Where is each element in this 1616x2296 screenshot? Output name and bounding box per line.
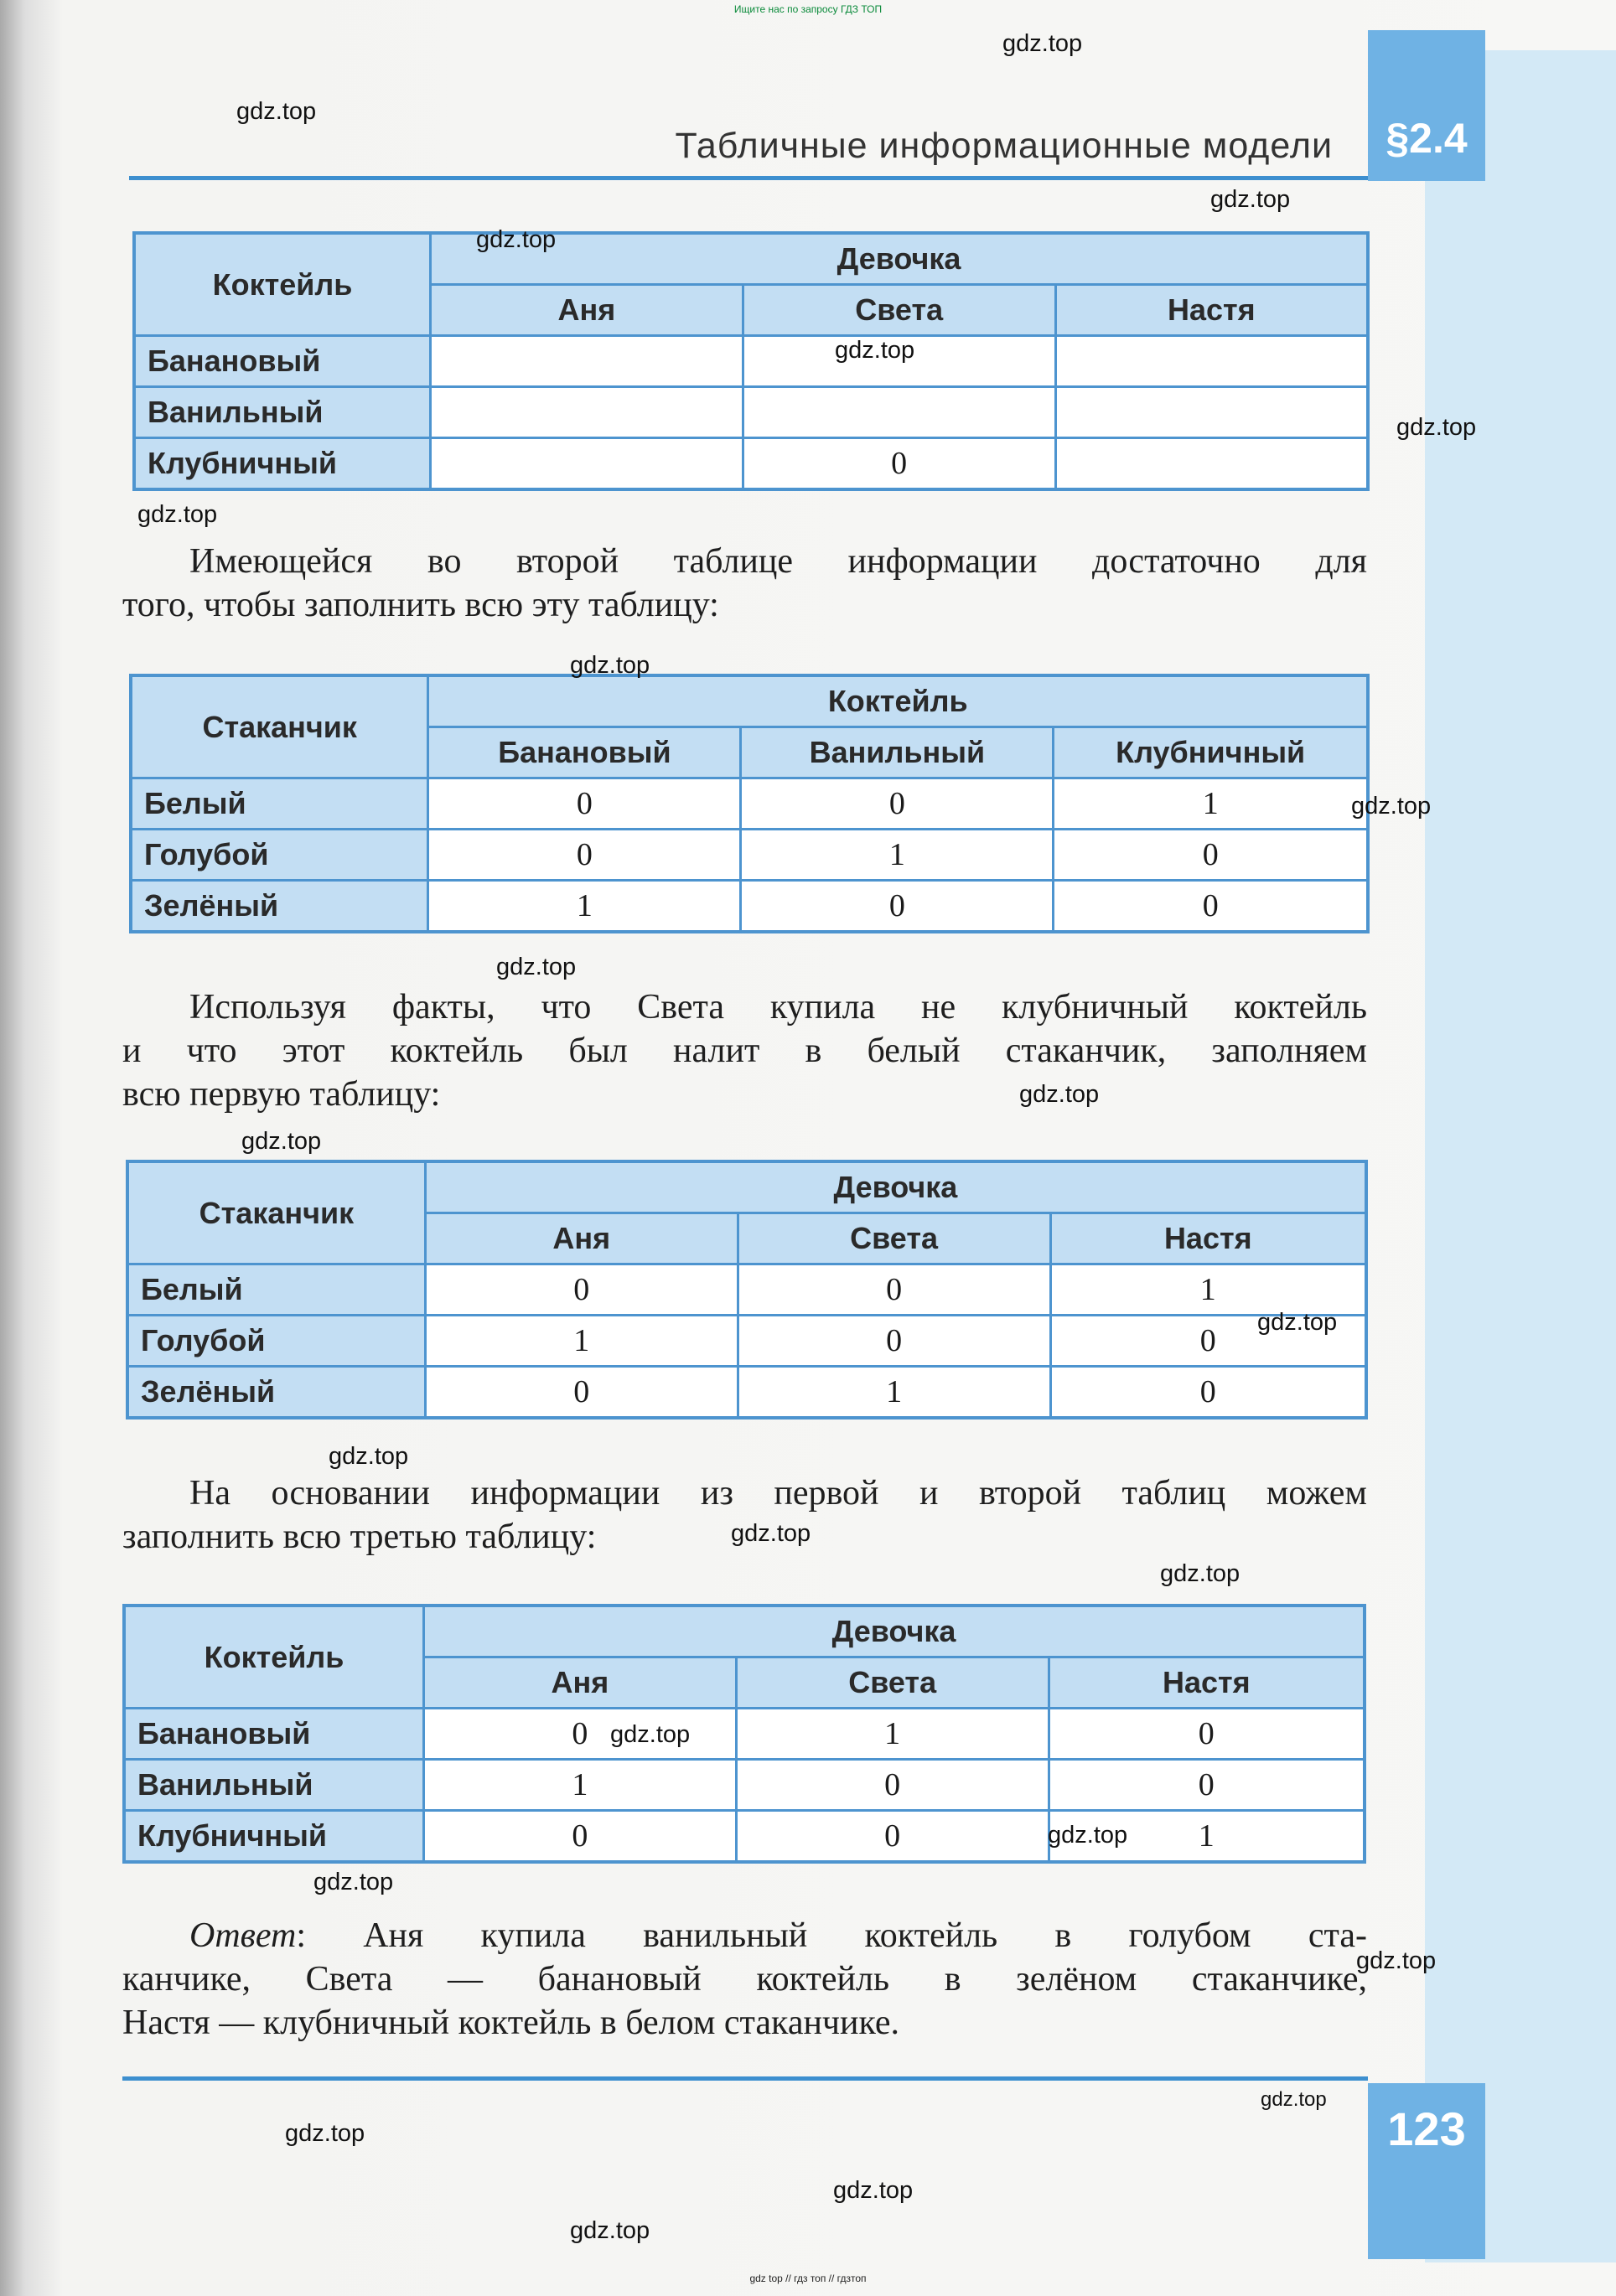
watermark: gdz.top [313, 1869, 394, 1895]
watermark: gdz.top [610, 1721, 691, 1748]
page-number: 123 [1387, 2102, 1466, 2155]
table-cell [431, 387, 743, 438]
watermark: gdz.top [476, 226, 557, 253]
table-cell: 0 [1050, 1367, 1366, 1419]
row-header: Зелёный [131, 881, 428, 933]
table-cell: 0 [1050, 1316, 1366, 1367]
table-cell [1055, 438, 1368, 490]
table-cell: 0 [738, 1264, 1050, 1316]
table-corner-header: Стаканчик [127, 1161, 425, 1264]
text-line: канчике, Света — банановый коктейль в зелёном стаканчике, [122, 1960, 1367, 1999]
column-header: Аня [425, 1213, 738, 1264]
table-cell: 1 [738, 1367, 1050, 1419]
text-line: На основании информации из первой и второй таблиц можем [189, 1474, 1367, 1513]
watermark: gdz.top [1002, 30, 1083, 57]
table-cell: 0 [741, 778, 1054, 830]
row-header: Банановый [134, 336, 431, 387]
table-cell: 1 [425, 1316, 738, 1367]
bottom-notice: gdz top // гдз топ // гдзтоп [749, 2273, 867, 2284]
column-header: Аня [431, 285, 743, 336]
column-header: Света [743, 285, 1055, 336]
table-cell: 0 [424, 1709, 737, 1760]
text-line [122, 1914, 1367, 1957]
watermark: gdz.top [1261, 2088, 1327, 2111]
row-header: Ванильный [134, 387, 431, 438]
table-group-header: Девочка [424, 1606, 1365, 1657]
answer-text: : Аня купила ванильный коктейль в голубом ста- [296, 1916, 1367, 1955]
table-cell: 1 [424, 1760, 737, 1811]
table-cell [1055, 387, 1368, 438]
table-cell [431, 438, 743, 490]
column-header: Клубничный [1054, 727, 1368, 778]
table-cocktail-girl-final [122, 1604, 1366, 1864]
column-header: Банановый [428, 727, 741, 778]
text-line: Используя факты, что Света купила не клубничный коктейль [189, 988, 1367, 1026]
table-cell: 0 [428, 778, 741, 830]
watermark: gdz.top [1048, 1822, 1128, 1849]
table-cocktail-girl-initial [132, 231, 1370, 491]
answer-label: Ответ [189, 1916, 297, 1955]
watermark: gdz.top [570, 652, 650, 679]
text-line: всю первую таблицу: [122, 1075, 441, 1114]
table-cell [431, 336, 743, 387]
watermark: gdz.top [137, 501, 218, 528]
watermark: gdz.top [835, 337, 915, 364]
row-header: Клубничный [124, 1811, 424, 1863]
column-header: Настя [1055, 285, 1368, 336]
watermark: gdz.top [1019, 1081, 1100, 1108]
row-header: Зелёный [127, 1367, 425, 1419]
section-number: §2.4 [1386, 115, 1468, 162]
table-cell: 0 [1049, 1760, 1365, 1811]
watermark: gdz.top [329, 1443, 409, 1470]
table-cup-cocktail [129, 674, 1370, 933]
watermark: gdz.top [1210, 186, 1291, 213]
paragraph-1 [122, 540, 1367, 627]
watermark: gdz.top [1356, 1947, 1437, 1974]
watermark: gdz.top [570, 2217, 650, 2244]
table-cell: 0 [428, 830, 741, 881]
watermark: gdz.top [236, 98, 317, 125]
table-cell: 1 [741, 830, 1054, 881]
watermark: gdz.top [241, 1128, 322, 1155]
table-cell [743, 387, 1055, 438]
watermark: gdz.top [731, 1520, 811, 1547]
table-cell: 0 [1054, 881, 1368, 933]
table-cell: 1 [1054, 778, 1368, 830]
row-header: Ванильный [124, 1760, 424, 1811]
top-notice: Ищите нас по запросу ГДЗ ТОП [733, 3, 883, 15]
table-cell: 0 [425, 1367, 738, 1419]
row-header: Белый [127, 1264, 425, 1316]
table-group-header: Девочка [431, 233, 1368, 285]
column-header: Аня [424, 1657, 737, 1709]
row-header: Клубничный [134, 438, 431, 490]
row-header: Банановый [124, 1709, 424, 1760]
page-margin-band [1425, 50, 1616, 2262]
table-cell: 0 [1049, 1709, 1365, 1760]
table-cell: 0 [741, 881, 1054, 933]
table-cell: 0 [425, 1264, 738, 1316]
table-cell: 0 [738, 1316, 1050, 1367]
column-header: Света [738, 1213, 1050, 1264]
table-cell: 1 [736, 1709, 1049, 1760]
row-header: Голубой [127, 1316, 425, 1367]
table-cell: 1 [1049, 1811, 1365, 1863]
table-corner-header: Коктейль [124, 1606, 424, 1709]
table-corner-header: Стаканчик [131, 675, 428, 778]
table-cell [1055, 336, 1368, 387]
text-line: Настя — клубничный коктейль в белом стаканчике. [122, 2004, 900, 2042]
watermark: gdz.top [1257, 1309, 1338, 1336]
table-cell: 0 [424, 1811, 737, 1863]
paragraph-2 [122, 985, 1367, 1116]
watermark: gdz.top [1351, 793, 1432, 820]
column-header: Настя [1050, 1213, 1366, 1264]
chapter-title: Табличные информационные модели [675, 126, 1333, 166]
table-cell: 1 [1050, 1264, 1366, 1316]
header-rule [129, 176, 1368, 180]
watermark: gdz.top [285, 2120, 365, 2147]
table-group-header: Коктейль [428, 675, 1368, 727]
watermark: gdz.top [496, 954, 577, 980]
section-tab [1368, 30, 1485, 181]
column-header: Настя [1049, 1657, 1365, 1709]
table-cup-girl [126, 1160, 1368, 1419]
watermark: gdz.top [833, 2177, 914, 2204]
table-cell: 1 [428, 881, 741, 933]
table-cell: 0 [743, 438, 1055, 490]
text-line: заполнить всю третью таблицу: [122, 1518, 597, 1556]
table-group-header: Девочка [425, 1161, 1366, 1213]
text-line: того, чтобы заполнить всю эту таблицу: [122, 586, 719, 624]
column-header: Ванильный [741, 727, 1054, 778]
watermark: gdz.top [1160, 1560, 1240, 1587]
table-cell: 0 [736, 1811, 1049, 1863]
column-header: Света [736, 1657, 1049, 1709]
row-header: Голубой [131, 830, 428, 881]
text-line: и что этот коктейль был налит в белый стаканчик, заполняем [122, 1032, 1367, 1070]
row-header: Белый [131, 778, 428, 830]
table-cell: 0 [1054, 830, 1368, 881]
text-line: Имеющейся во второй таблице информации достаточно для [189, 542, 1367, 581]
table-cell: 0 [736, 1760, 1049, 1811]
answer-paragraph [122, 1914, 1367, 2045]
page-number-tab [1368, 2083, 1485, 2259]
table-corner-header: Коктейль [134, 233, 431, 336]
footer-rule [122, 2076, 1368, 2081]
watermark: gdz.top [1396, 414, 1477, 441]
